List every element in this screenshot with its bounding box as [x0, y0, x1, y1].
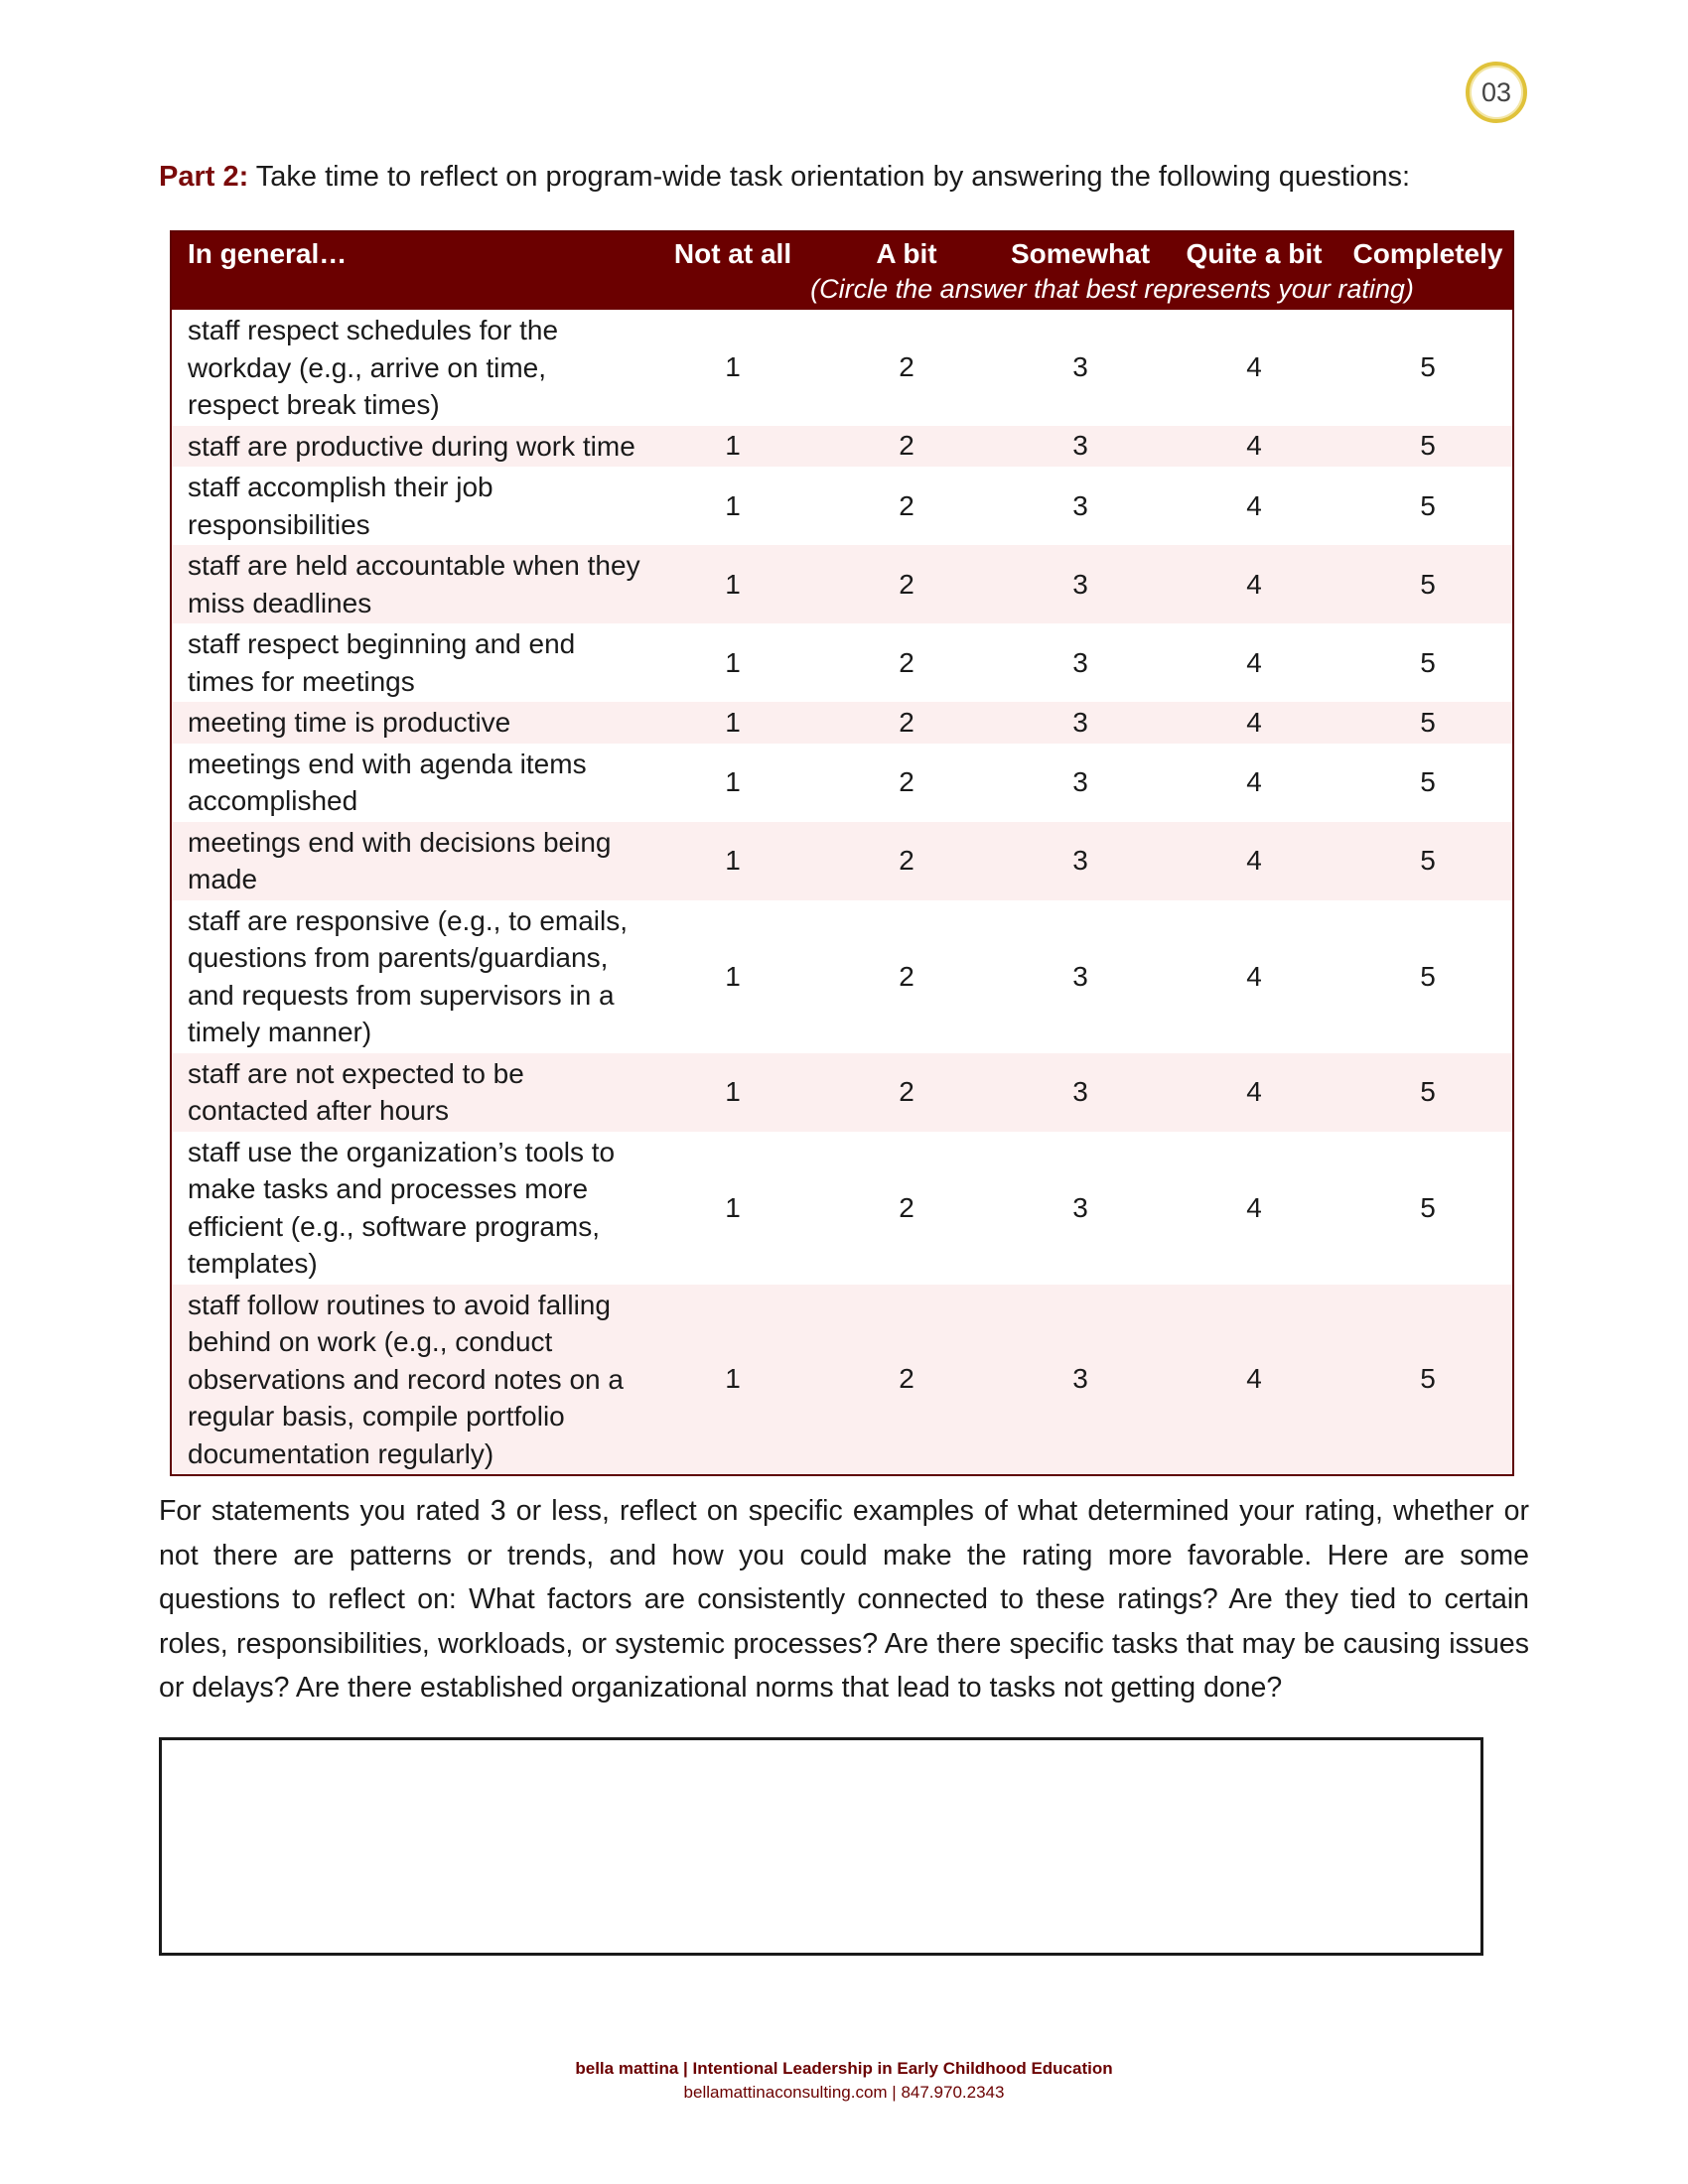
rating-option-5[interactable]: 5 [1420, 1363, 1436, 1395]
rating-option-1[interactable]: 1 [725, 646, 741, 678]
rating-option-2[interactable]: 2 [899, 646, 914, 678]
rating-option-5[interactable]: 5 [1420, 1191, 1436, 1223]
rating-option-4[interactable]: 4 [1246, 430, 1262, 462]
row-statement: staff respect beginning and end times for meetings [188, 628, 576, 697]
rating-option-2[interactable]: 2 [899, 1191, 914, 1223]
rating-option-2[interactable]: 2 [899, 430, 914, 462]
header-completely: Completely [1352, 238, 1503, 269]
header-in-general: In general… [188, 238, 348, 269]
table-row [172, 822, 1512, 900]
header-somewhat: Somewhat [1010, 238, 1151, 269]
table-row [172, 744, 1512, 822]
rating-option-4[interactable]: 4 [1246, 1363, 1262, 1395]
rating-table [170, 230, 1514, 1476]
rating-option-5[interactable]: 5 [1420, 430, 1436, 462]
rating-option-2[interactable]: 2 [899, 351, 914, 383]
rating-option-3[interactable]: 3 [1072, 430, 1088, 462]
table-row [172, 467, 1512, 545]
table-body [172, 310, 1512, 1474]
rating-option-3[interactable]: 3 [1072, 766, 1088, 797]
footer-contact-line: bellamattinaconsulting.com | 847.970.2343 [683, 2083, 1005, 2102]
rating-option-5[interactable]: 5 [1420, 960, 1436, 992]
rating-option-4[interactable]: 4 [1246, 646, 1262, 678]
rating-option-5[interactable]: 5 [1420, 706, 1436, 738]
rating-option-3[interactable]: 3 [1072, 845, 1088, 876]
rating-option-4[interactable]: 4 [1246, 351, 1262, 383]
header-a-bit: A bit [876, 238, 937, 269]
rating-option-2[interactable]: 2 [899, 1363, 914, 1395]
part-label: Part 2: [159, 161, 249, 193]
rating-option-4[interactable]: 4 [1246, 766, 1262, 797]
rating-option-2[interactable]: 2 [899, 568, 914, 600]
header-quite-a-bit: Quite a bit [1186, 238, 1323, 269]
table-row [172, 702, 1512, 744]
rating-option-2[interactable]: 2 [899, 1076, 914, 1107]
row-statement: staff are held accountable when they miss deadlines [188, 550, 640, 618]
rating-option-3[interactable]: 3 [1072, 489, 1088, 521]
rating-option-2[interactable]: 2 [899, 845, 914, 876]
rating-option-5[interactable]: 5 [1420, 766, 1436, 797]
reflection-prompt: For statements you rated 3 or less, reflect on specific examples of what determined your rating, whether or not there are patterns or trends, and how you could make the rating more favorable. Here are some questions to reflect on: What factors are consistently connected to these ratings? Are they tied to certain roles, responsibilities, workloads, or systemic processes? Are there specific tasks that may be causing issues or delays? Are there established organizational norms that lead to tasks not getting done? [159, 1495, 1529, 1704]
rating-option-3[interactable]: 3 [1072, 351, 1088, 383]
rating-option-1[interactable]: 1 [725, 568, 741, 600]
rating-option-2[interactable]: 2 [899, 766, 914, 797]
rating-option-1[interactable]: 1 [725, 845, 741, 876]
page-number-badge [1466, 62, 1527, 123]
rating-option-1[interactable]: 1 [725, 1363, 741, 1395]
table-row [172, 1285, 1512, 1475]
row-statement: meeting time is productive [188, 707, 511, 738]
row-statement: staff use the organization’s tools to make tasks and processes more efficient (e.g., software programs, templates) [188, 1136, 616, 1279]
rating-option-2[interactable]: 2 [899, 960, 914, 992]
rating-option-3[interactable]: 3 [1072, 1363, 1088, 1395]
footer-brand-line: bella mattina | Intentional Leadership in Early Childhood Education [575, 2059, 1113, 2078]
rating-option-5[interactable]: 5 [1420, 845, 1436, 876]
rating-option-4[interactable]: 4 [1246, 845, 1262, 876]
rating-option-4[interactable]: 4 [1246, 1191, 1262, 1223]
table-row [172, 1132, 1512, 1285]
row-statement: meetings end with decisions being made [188, 826, 612, 894]
page-number: 03 [1480, 76, 1512, 107]
rating-option-1[interactable]: 1 [725, 1076, 741, 1107]
rating-option-1[interactable]: 1 [725, 489, 741, 521]
rating-option-4[interactable]: 4 [1246, 489, 1262, 521]
rating-option-4[interactable]: 4 [1246, 706, 1262, 738]
row-statement: staff respect schedules for the workday (e.g., arrive on time, respect break times) [188, 315, 559, 420]
rating-option-3[interactable]: 3 [1072, 1076, 1088, 1107]
rating-option-1[interactable]: 1 [725, 960, 741, 992]
rating-option-5[interactable]: 5 [1420, 489, 1436, 521]
rating-option-1[interactable]: 1 [725, 430, 741, 462]
rating-option-5[interactable]: 5 [1420, 568, 1436, 600]
row-statement: staff accomplish their job responsibilities [188, 472, 493, 540]
row-statement: staff follow routines to avoid falling behind on work (e.g., conduct observations and record notes on a regular basis, compile portfolio documentation regularly) [188, 1289, 624, 1469]
rating-option-5[interactable]: 5 [1420, 646, 1436, 678]
footer [0, 2057, 1688, 2105]
reflection-answer-box[interactable] [159, 1737, 1483, 1956]
rating-option-1[interactable]: 1 [725, 766, 741, 797]
rating-option-3[interactable]: 3 [1072, 960, 1088, 992]
row-statement: staff are responsive (e.g., to emails, questions from parents/guardians, and requests from supervisors in a timely manner) [188, 904, 629, 1047]
rating-option-4[interactable]: 4 [1246, 960, 1262, 992]
table-row [172, 1053, 1512, 1132]
table-row [172, 310, 1512, 426]
table-header [172, 232, 1512, 310]
header-not-at-all: Not at all [673, 238, 792, 269]
rating-option-1[interactable]: 1 [725, 1191, 741, 1223]
row-statement: meetings end with agenda items accomplished [188, 748, 587, 816]
rating-option-3[interactable]: 3 [1072, 706, 1088, 738]
part-2-intro [159, 157, 1549, 197]
rating-option-2[interactable]: 2 [899, 706, 914, 738]
rating-option-5[interactable]: 5 [1420, 1076, 1436, 1107]
header-instruction: (Circle the answer that best represents your rating) [810, 274, 1414, 304]
rating-option-3[interactable]: 3 [1072, 568, 1088, 600]
rating-option-5[interactable]: 5 [1420, 351, 1436, 383]
rating-option-4[interactable]: 4 [1246, 568, 1262, 600]
rating-option-1[interactable]: 1 [725, 706, 741, 738]
table-row [172, 545, 1512, 623]
rating-option-2[interactable]: 2 [899, 489, 914, 521]
rating-option-4[interactable]: 4 [1246, 1076, 1262, 1107]
intro-text: Take time to reflect on program-wide task orientation by answering the following questions: [248, 161, 1411, 193]
table-row [172, 426, 1512, 468]
table-row [172, 623, 1512, 702]
rating-option-3[interactable]: 3 [1072, 1191, 1088, 1223]
rating-option-3[interactable]: 3 [1072, 646, 1088, 678]
rating-option-1[interactable]: 1 [725, 351, 741, 383]
row-statement: staff are productive during work time [188, 430, 635, 462]
table-row [172, 900, 1512, 1053]
row-statement: staff are not expected to be contacted after hours [188, 1057, 524, 1126]
